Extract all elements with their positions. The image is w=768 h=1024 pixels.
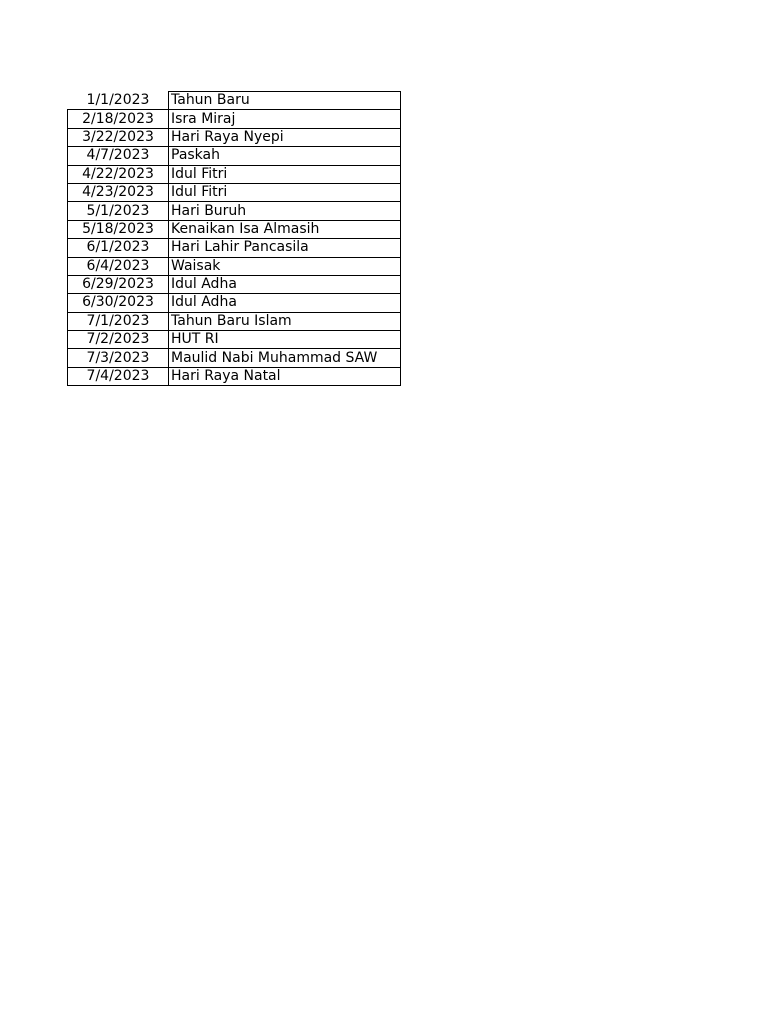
- holiday-name-cell: Idul Fitri: [169, 183, 401, 201]
- table-row: [68, 275, 401, 293]
- date-cell: 5/18/2023: [68, 220, 169, 238]
- date-cell: 3/22/2023: [68, 128, 169, 146]
- table-row: [68, 147, 401, 165]
- table-row: [68, 165, 401, 183]
- table-row: [68, 220, 401, 238]
- table-row: [68, 294, 401, 312]
- date-cell: 6/30/2023: [68, 294, 169, 312]
- holiday-name-cell: HUT RI: [169, 331, 401, 349]
- table-row: [68, 331, 401, 349]
- table-row: [68, 183, 401, 201]
- date-cell: 7/2/2023: [68, 331, 169, 349]
- table-row: [68, 257, 401, 275]
- table-row: [68, 128, 401, 146]
- date-cell: 5/1/2023: [68, 202, 169, 220]
- holiday-name-cell: Isra Miraj: [169, 110, 401, 128]
- holiday-name-cell: Hari Raya Nyepi: [169, 128, 401, 146]
- date-cell: 7/1/2023: [68, 312, 169, 330]
- date-cell: 2/18/2023: [68, 110, 169, 128]
- holiday-name-cell: Idul Fitri: [169, 165, 401, 183]
- date-cell: 6/1/2023: [68, 239, 169, 257]
- date-cell: 6/4/2023: [68, 257, 169, 275]
- date-cell: 6/29/2023: [68, 275, 169, 293]
- holiday-name-cell: Tahun Baru: [169, 92, 401, 110]
- date-cell: 4/22/2023: [68, 165, 169, 183]
- date-cell: 7/3/2023: [68, 349, 169, 367]
- holiday-name-cell: Hari Lahir Pancasila: [169, 239, 401, 257]
- date-cell: 7/4/2023: [68, 367, 169, 385]
- date-cell: 1/1/2023: [68, 92, 169, 110]
- holiday-name-cell: Maulid Nabi Muhammad SAW: [169, 349, 401, 367]
- holiday-name-cell: Waisak: [169, 257, 401, 275]
- holiday-name-cell: Hari Raya Natal: [169, 367, 401, 385]
- table-row: [68, 312, 401, 330]
- holiday-name-cell: Hari Buruh: [169, 202, 401, 220]
- holiday-table: [67, 91, 401, 386]
- table-row: [68, 349, 401, 367]
- table-row: [68, 202, 401, 220]
- holiday-table-body: [68, 92, 401, 386]
- holiday-name-cell: Idul Adha: [169, 294, 401, 312]
- holiday-name-cell: Tahun Baru Islam: [169, 312, 401, 330]
- holiday-name-cell: Kenaikan Isa Almasih: [169, 220, 401, 238]
- date-cell: 4/23/2023: [68, 183, 169, 201]
- table-row: [68, 239, 401, 257]
- holiday-name-cell: Idul Adha: [169, 275, 401, 293]
- holiday-name-cell: Paskah: [169, 147, 401, 165]
- table-row: [68, 110, 401, 128]
- table-row: [68, 92, 401, 110]
- table-row: [68, 367, 401, 385]
- date-cell: 4/7/2023: [68, 147, 169, 165]
